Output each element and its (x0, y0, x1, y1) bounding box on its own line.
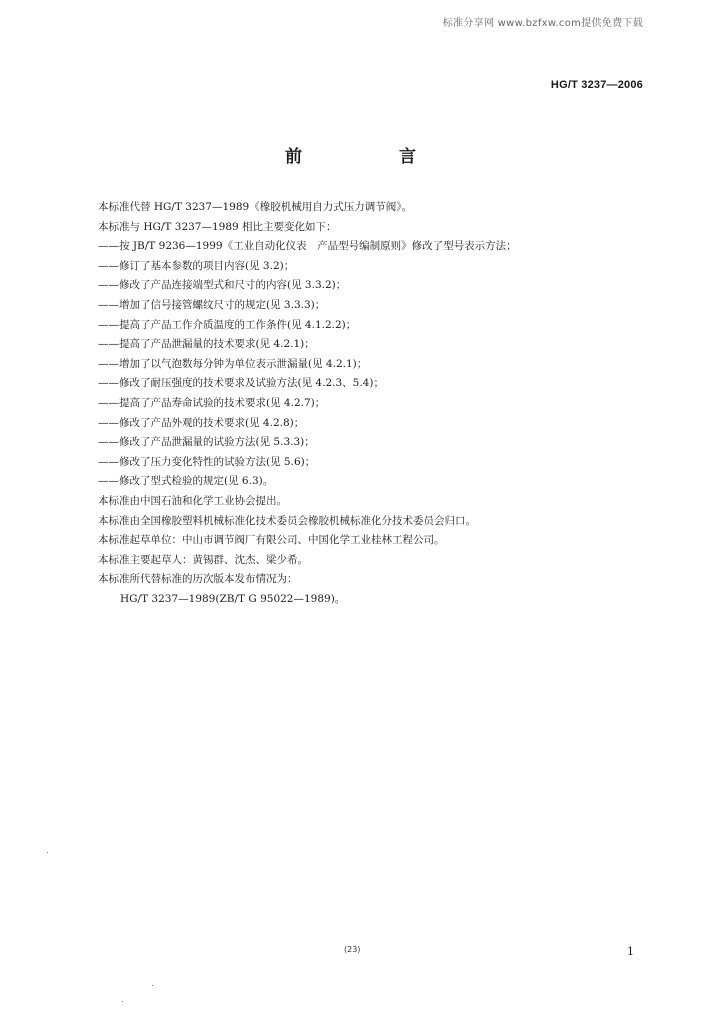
change-item: ——提高了产品泄漏量的技术要求(见 4.2.1)； (98, 338, 315, 351)
change-item: ——修改了型式检验的规定(见 6.3)。 (98, 475, 274, 488)
page-marker: (23) (344, 945, 361, 954)
scan-speck (152, 985, 153, 986)
paragraph-replaces: 本标准代替 HG/T 3237—1989《橡胶机械用自力式压力调节阀》。 (98, 201, 412, 213)
scan-speck (122, 1001, 123, 1002)
change-item: ——修改了耐压强度的技术要求及试验方法(见 4.2.3、5.4)； (98, 377, 384, 390)
change-item: ——修改了产品外观的技术要求(见 4.2.8)； (98, 416, 305, 429)
change-item: ——提高了产品寿命试验的技术要求(见 4.2.7)； (98, 396, 326, 409)
paragraph-proposer: 本标准由中国石油和化学工业协会提出。 (98, 494, 287, 507)
page-number: 1 (627, 945, 634, 958)
change-item: ——提高了产品工作介质温度的工作条件(见 4.1.2.2)； (98, 318, 357, 331)
change-item: ——增加了以气泡数每分钟为单位表示泄漏量(见 4.2.1)； (98, 357, 368, 370)
watermark-text: 标准分享网 www.bzfxw.com提供免费下载 (442, 18, 643, 29)
standard-code-header: HG/T 3237—2006 (550, 79, 643, 91)
page-title: 前 言 (285, 147, 456, 167)
scan-speck (47, 852, 48, 853)
paragraph-drafting-units: 本标准起草单位：中山市调节阀厂有限公司、中国化学工业桂林工程公司。 (98, 534, 445, 547)
change-item: ——按 JB/T 9236—1999《工业自动化仪表 产品型号编制原则》修改了型号表示方法； (98, 240, 517, 253)
paragraph-centralized-by: 本标准由全国橡胶塑料机械标准化技术委员会橡胶机械标准化分技术委员会归口。 (98, 514, 476, 527)
change-item: ——修订了基本参数的项目内容(见 3.2)； (98, 259, 295, 272)
paragraph-history-version: HG/T 3237—1989(ZB/T G 95022—1989)。 (120, 592, 346, 605)
change-item: ——增加了信号接管螺纹尺寸的规定(见 3.3.3)； (98, 298, 326, 311)
change-item: ——修改了产品泄漏量的试验方法(见 5.3.3)； (98, 436, 315, 449)
foreword-body (98, 198, 658, 609)
change-item: ——修改了产品连接端型式和尺寸的内容(见 3.3.2)； (98, 279, 347, 292)
paragraph-drafters: 本标准主要起草人：黄锡群、沈杰、梁少希。 (98, 553, 308, 566)
paragraph-changes-intro: 本标准与 HG/T 3237—1989 相比主要变化如下： (98, 220, 337, 233)
paragraph-history-intro: 本标准所代替标准的历次版本发布情况为： (98, 573, 298, 586)
change-item: ——修改了压力变化特性的试验方法(见 5.6)； (98, 455, 316, 468)
